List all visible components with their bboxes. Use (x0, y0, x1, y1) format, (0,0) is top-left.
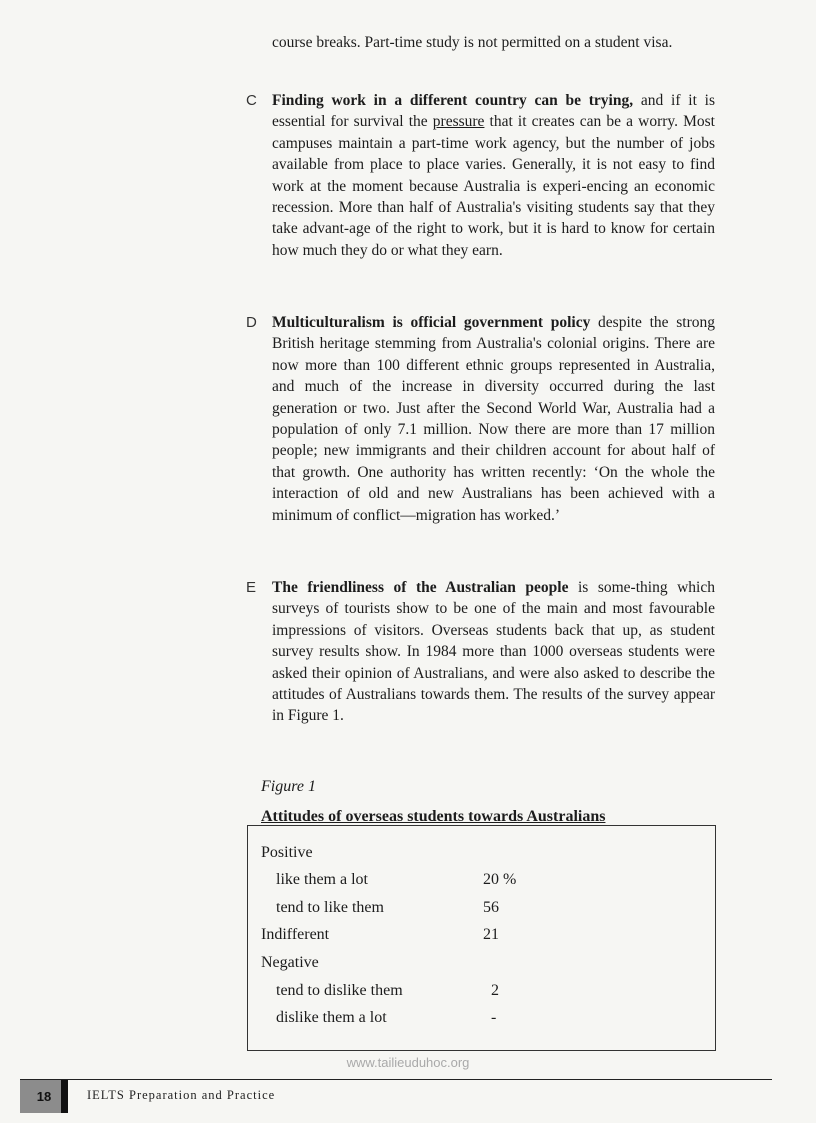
watermark: www.tailieuduhoc.org (346, 1055, 470, 1070)
footer-rule (20, 1079, 772, 1080)
footer-book-title: IELTS Preparation and Practice (87, 1088, 276, 1102)
section-heading: Multiculturalism is official government policy (272, 314, 591, 331)
page-number (20, 1080, 68, 1113)
row-value: - (491, 1009, 497, 1026)
row-label: tend to like them (276, 899, 384, 916)
figure-table (247, 825, 716, 1051)
row-label: tend to dislike them (276, 982, 403, 999)
section-body-cont: that it creates can be a worry. Most campuses maintain a part-time work agency, but the number of jobs available from place to place varies. Generally, it is not easy to find work at the moment because Australia is experi-encing an economic recession. More than half of Australia's visiting students say that they take advant-age of the right to work, but it is hard to know for certain how much they do or what they earn. (272, 113, 715, 259)
row-label: dislike them a lot (276, 1009, 387, 1026)
section-body: is some-thing which surveys of tourists show to be one of the main and most favourable impressions of visitors. Overseas students back that up, as student survey results show. In 1984 more than 1000 overseas students were asked their opinion of Australians, and were also asked to describe the attitudes of Australians towards them. The results of the survey appear in Figure 1. (272, 579, 715, 725)
category-label: Negative (261, 954, 319, 971)
section-body: despite the strong British heritage stemming from Australia's colonial origins. There are now more than 100 different ethnic groups represented in Australia, and much of the increase in diversity occurred during the last generation or two. Just after the Second World War, Australia had a population of only 7.1 million. Now there are more than 17 million people; new immigrants and their children account for about half of that growth. One authority has written recently: ‘On the whole the interaction of old and new Australians has been achieved with a minimum of conflict—migration has worked.’ (272, 314, 716, 524)
page-number-text: 18 (36, 1089, 52, 1104)
section-paragraph (272, 577, 715, 727)
row-value: 56 (483, 899, 499, 916)
section-paragraph (272, 90, 715, 261)
section-letter: E (246, 579, 257, 596)
row-label: like them a lot (276, 871, 368, 888)
category-label: Indifferent (261, 926, 330, 943)
row-value: 21 (483, 926, 499, 943)
intro-paragraph: course breaks. Part-time study is not permitted on a student visa. (272, 34, 673, 51)
row-value: 2 (491, 982, 499, 999)
underlined-word: pressure (432, 113, 485, 131)
figure-title: Attitudes of overseas students towards Australians (261, 808, 606, 825)
row-value: 20 % (483, 871, 517, 888)
section-heading: Finding work in a different country can be trying, (272, 92, 634, 109)
section-paragraph (272, 312, 715, 526)
section-heading: The friendliness of the Australian people (272, 579, 569, 596)
section-body: and if it is essential for survival the (272, 92, 715, 131)
section-letter: C (246, 92, 257, 109)
category-label: Positive (261, 844, 313, 861)
section-letter: D (246, 314, 257, 331)
figure-caption: Figure 1 (261, 778, 316, 795)
